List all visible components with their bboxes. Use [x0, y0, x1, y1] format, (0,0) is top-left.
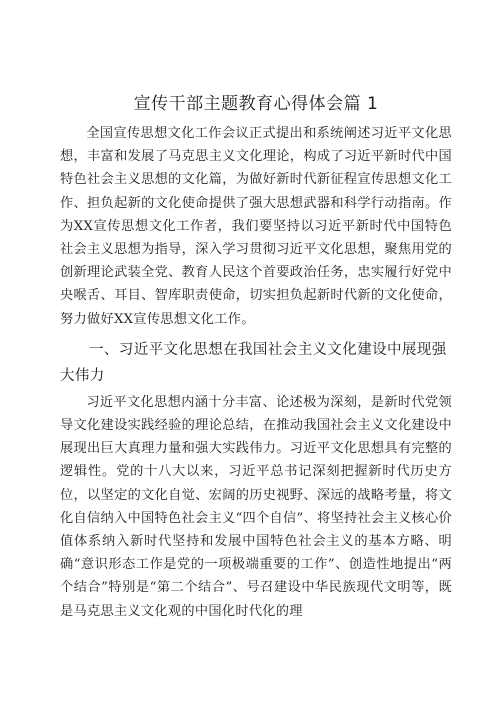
section-paragraph-1: 习近平文化思想内涵十分丰富、论述极为深刻，是新时代党领导文化建设实践经验的理论总结，在推动我国社会主义文化建设中展现出巨大真理力量和强大实践伟力。习近平文化思想具有完整的逻辑性。党的十八大以来，习近平总书记深刻把握新时代历史方位，以坚定的文化自觉、宏阔的历史视野、深远的战略考量，将文化自信纳入中国特色社会主义“四个自信”、将坚持社会主义核心价值体系纳入新时代坚持和发展中国特色社会主义的基本方略、明确“意识形态工作是党的一项极端重要的工作”、创造性地提出“两个结合”特别是“第二个结合”、号召建设中华民族现代文明等，既是马克思主义文化观的中国化时代化的理	[60, 394, 452, 619]
document-title: 宣传干部主题教育心得体会篇 1	[133, 94, 379, 114]
section-heading-1: 一、习近平文化思想在我国社会主义文化建设中展现强大伟力	[60, 341, 447, 384]
intro-paragraph: 全国宣传思想文化工作会议正式提出和系统阐述习近平文化思想，丰富和发展了马克思主义文化理论，构成了习近平新时代中国特色社会主义思想的文化篇，为做好新时代新征程宣传思想文化工作、担负起新的文化使命提供了强大思想武器和科学行动指南。作为XX宣传思想文化工作者，我们要坚持以习近平新时代中国特色社会主义思想为指导，深入学习贯彻习近平文化思想，聚焦用党的创新理论武装全党、教育人民这个首要政治任务，忠实履行好党中央喉舌、耳目、智库职责使命，切实担负起新时代新的文化使命，努力做好XX宣传思想文化工作。	[60, 126, 452, 327]
